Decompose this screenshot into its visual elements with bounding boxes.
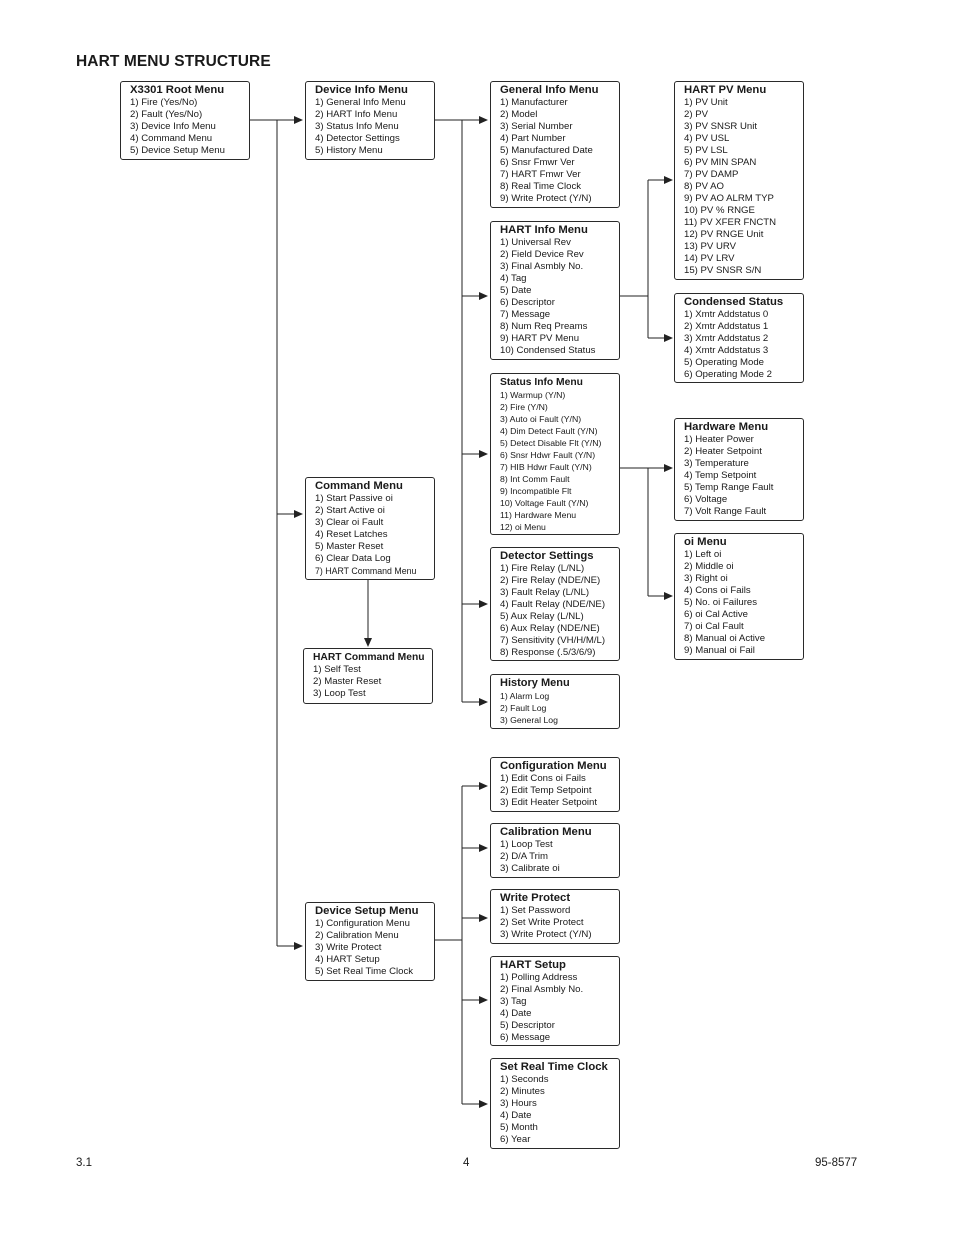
- menu-item: 5) Date: [500, 285, 532, 296]
- menu-item: 2) Start Active oi: [315, 505, 385, 516]
- menu-items: [500, 839, 619, 875]
- menu-items: [313, 664, 432, 700]
- menu-item: 2) Fault (Yes/No): [130, 109, 203, 120]
- menu-item: 3) Hours: [500, 1098, 537, 1109]
- menu-box-oi: [674, 533, 804, 660]
- menu-item: 4) Date: [500, 1110, 532, 1121]
- menu-items: [684, 97, 803, 277]
- menu-item: 7) oi Cal Fault: [684, 621, 744, 632]
- menu-item: 1) Set Password: [500, 905, 571, 916]
- menu-item: 8) Num Req Preams: [500, 321, 588, 332]
- menu-item: 10) PV % RNGE: [684, 205, 755, 216]
- menu-item: 3) Edit Heater Setpoint: [500, 797, 598, 808]
- menu-item: 6) Message: [500, 1032, 551, 1043]
- footer-document-number: 95-8577: [815, 1157, 858, 1169]
- menu-items: [500, 389, 619, 533]
- menu-item: 5) Operating Mode: [684, 357, 764, 368]
- menu-item: 10) Voltage Fault (Y/N): [500, 498, 589, 508]
- menu-title: General Info Menu: [500, 84, 599, 96]
- menu-items: [684, 549, 803, 657]
- menu-item: 4) Part Number: [500, 133, 566, 144]
- menu-item: 5) History Menu: [315, 145, 383, 156]
- menu-items: [315, 97, 434, 157]
- menu-item: 1) Polling Address: [500, 972, 578, 983]
- menu-item: 3) Loop Test: [313, 688, 366, 699]
- menu-item: 12) PV RNGE Unit: [684, 229, 764, 240]
- menu-item: 4) Temp Setpoint: [684, 470, 757, 481]
- menu-item: 6) Year: [500, 1134, 531, 1145]
- menu-box-general-info: [490, 81, 620, 208]
- menu-item: 1) Xmtr Addstatus 0: [684, 309, 769, 320]
- footer-section-number: 3.1: [76, 1157, 92, 1169]
- menu-box-hardware: [674, 418, 804, 521]
- menu-items: [500, 563, 619, 659]
- menu-item: 10) Condensed Status: [500, 345, 596, 356]
- menu-item: 4) Date: [500, 1008, 532, 1019]
- menu-items: [500, 972, 619, 1044]
- menu-item: 3) Auto oi Fault (Y/N): [500, 414, 582, 424]
- menu-item: 6) Snsr Fmwr Ver: [500, 157, 575, 168]
- menu-item: 2) HART Info Menu: [315, 109, 398, 120]
- menu-item: 7) HART Fmwr Ver: [500, 169, 581, 180]
- menu-box-condensed-status: [674, 293, 804, 383]
- menu-item: 2) Master Reset: [313, 676, 382, 687]
- menu-item: 5) Descriptor: [500, 1020, 555, 1031]
- menu-item: 2) Field Device Rev: [500, 249, 584, 260]
- menu-item: 3) Calibrate oi: [500, 863, 560, 874]
- menu-item: 4) Xmtr Addstatus 3: [684, 345, 769, 356]
- menu-item: 2) Fire Relay (NDE/NE): [500, 575, 601, 586]
- menu-item: 1) General Info Menu: [315, 97, 406, 108]
- menu-item: 5) Manufactured Date: [500, 145, 593, 156]
- menu-item: 1) Heater Power: [684, 434, 754, 445]
- menu-item: 1) Fire (Yes/No): [130, 97, 198, 108]
- menu-item: 8) PV AO: [684, 181, 724, 192]
- menu-item: 2) D/A Trim: [500, 851, 548, 862]
- menu-item: 3) Status Info Menu: [315, 121, 399, 132]
- menu-item: 6) Aux Relay (NDE/NE): [500, 623, 600, 634]
- menu-item: 5) Aux Relay (L/NL): [500, 611, 584, 622]
- menu-item: 2) Heater Setpoint: [684, 446, 762, 457]
- menu-item: 3) Device Info Menu: [130, 121, 216, 132]
- menu-item: 5) No. oi Failures: [684, 597, 758, 608]
- menu-items: [130, 97, 249, 157]
- menu-item: 3) Tag: [500, 996, 527, 1007]
- menu-box-command: [305, 477, 435, 580]
- footer-page-number: 4: [463, 1157, 470, 1169]
- menu-item: 2) Set Write Protect: [500, 917, 584, 928]
- menu-items: [500, 237, 619, 357]
- menu-item: 7) HIB Hdwr Fault (Y/N): [500, 462, 592, 472]
- menu-title: History Menu: [500, 677, 570, 689]
- menu-title: Configuration Menu: [500, 760, 607, 772]
- menu-item: 9) Manual oi Fail: [684, 645, 755, 656]
- menu-title: Condensed Status: [684, 296, 784, 308]
- menu-title: Write Protect: [500, 892, 571, 904]
- menu-item: 9) HART PV Menu: [500, 333, 580, 344]
- menu-item: 5) Master Reset: [315, 541, 384, 552]
- menu-item: 3) Fault Relay (L/NL): [500, 587, 590, 598]
- menu-item: 14) PV LRV: [684, 253, 735, 264]
- menu-item: 4) Reset Latches: [315, 529, 388, 540]
- menu-items: [500, 905, 619, 941]
- menu-item: 7) Message: [500, 309, 551, 320]
- menu-item: 8) Manual oi Active: [684, 633, 766, 644]
- menu-item: 4) Dim Detect Fault (Y/N): [500, 426, 598, 436]
- menu-title: Calibration Menu: [500, 826, 592, 838]
- menu-item: 3) Final Asmbly No.: [500, 261, 584, 272]
- menu-item: 1) Seconds: [500, 1074, 549, 1085]
- menu-item: 3) Xmtr Addstatus 2: [684, 333, 769, 344]
- menu-item: 6) oi Cal Active: [684, 609, 748, 620]
- menu-item: 2) Xmtr Addstatus 1: [684, 321, 769, 332]
- menu-item: 4) PV USL: [684, 133, 730, 144]
- menu-items: [500, 690, 619, 726]
- menu-item: 5) Device Setup Menu: [130, 145, 225, 156]
- menu-item: 15) PV SNSR S/N: [684, 265, 762, 276]
- menu-title: HART Command Menu: [313, 652, 425, 663]
- menu-item: 6) PV MIN SPAN: [684, 157, 757, 168]
- menu-item: 4) Cons oi Fails: [684, 585, 751, 596]
- menu-item: 5) Set Real Time Clock: [315, 966, 414, 977]
- menu-item: 13) PV URV: [684, 241, 737, 252]
- menu-item: 6) Operating Mode 2: [684, 369, 772, 380]
- menu-box-hart-command: [303, 648, 433, 704]
- menu-item: 8) Int Comm Fault: [500, 474, 570, 484]
- menu-box-device-info: [305, 81, 435, 160]
- menu-item: 4) Detector Settings: [315, 133, 400, 144]
- page-title: HART MENU STRUCTURE: [76, 53, 271, 70]
- menu-item: 5) Temp Range Fault: [684, 482, 774, 493]
- menu-items: [684, 434, 803, 518]
- menu-item: 11) PV XFER FNCTN: [684, 217, 777, 228]
- menu-item: 3) General Log: [500, 715, 558, 725]
- menu-title: HART Setup: [500, 959, 566, 971]
- menu-item: 2) Model: [500, 109, 538, 120]
- menu-item: 2) Fault Log: [500, 703, 547, 713]
- menu-item: 9) Incompatible Flt: [500, 486, 572, 496]
- menu-item: 2) Calibration Menu: [315, 930, 399, 941]
- menu-title: HART PV Menu: [684, 84, 767, 96]
- menu-items: [500, 97, 619, 205]
- menu-box-root: [120, 81, 250, 160]
- menu-item: 3) Right oi: [684, 573, 728, 584]
- menu-title: X3301 Root Menu: [130, 84, 225, 96]
- menu-box-configuration: [490, 757, 620, 812]
- menu-item: 1) Self Test: [313, 664, 361, 675]
- menu-box-set-real-time-clock: [490, 1058, 620, 1149]
- menu-box-detector-settings: [490, 547, 620, 661]
- menu-title: Command Menu: [315, 480, 403, 492]
- menu-item: 1) Manufacturer: [500, 97, 568, 108]
- menu-title: Device Info Menu: [315, 84, 408, 96]
- menu-item: 2) PV: [684, 109, 708, 120]
- menu-box-hart-setup: [490, 956, 620, 1046]
- menu-item: 3) PV SNSR Unit: [684, 121, 758, 132]
- menu-item: 4) Fault Relay (NDE/NE): [500, 599, 606, 610]
- menu-item: 2) Minutes: [500, 1086, 545, 1097]
- menu-item: 3) Write Protect: [315, 942, 382, 953]
- menu-item: 5) Month: [500, 1122, 538, 1133]
- menu-item: 7) Sensitivity (VH/H/M/L): [500, 635, 606, 646]
- menu-item: 12) oi Menu: [500, 522, 546, 532]
- menu-items: [684, 309, 803, 381]
- menu-box-history: [490, 674, 620, 729]
- menu-item: 5) PV LSL: [684, 145, 728, 156]
- menu-item: 11) Hardware Menu: [500, 510, 577, 520]
- menu-item: 1) Alarm Log: [500, 691, 550, 701]
- menu-box-hart-info: [490, 221, 620, 360]
- menu-item: 9) Write Protect (Y/N): [500, 193, 592, 204]
- menu-item: 2) Final Asmbly No.: [500, 984, 584, 995]
- menu-item: 1) Start Passive oi: [315, 493, 393, 504]
- menu-item: 3) Write Protect (Y/N): [500, 929, 592, 940]
- menu-title: Detector Settings: [500, 550, 594, 562]
- menu-item: 8) Response (.5/3/6/9): [500, 647, 596, 658]
- menu-title: Hardware Menu: [684, 421, 769, 433]
- menu-items: [315, 918, 434, 978]
- menu-item: 1) Universal Rev: [500, 237, 571, 248]
- menu-item: 7) Volt Range Fault: [684, 506, 767, 517]
- menu-items: [315, 493, 434, 577]
- menu-item: 3) Serial Number: [500, 121, 573, 132]
- menu-item: 6) Voltage: [684, 494, 728, 505]
- menu-title: Status Info Menu: [500, 377, 583, 388]
- menu-item: 4) Tag: [500, 273, 527, 284]
- menu-item: 8) Real Time Clock: [500, 181, 582, 192]
- menu-item: 6) Clear Data Log: [315, 553, 391, 564]
- menu-box-status-info: [490, 373, 620, 535]
- menu-item: 6) Snsr Hdwr Fault (Y/N): [500, 450, 596, 460]
- menu-item: 2) Middle oi: [684, 561, 734, 572]
- menu-items: [500, 1074, 619, 1146]
- menu-item: 7) HART Command Menu: [315, 566, 417, 576]
- menu-item: 1) Edit Cons oi Fails: [500, 773, 586, 784]
- menu-item: 2) Fire (Y/N): [500, 402, 548, 412]
- menu-item: 2) Edit Temp Setpoint: [500, 785, 592, 796]
- menu-title: Set Real Time Clock: [500, 1061, 608, 1073]
- menu-title: HART Info Menu: [500, 224, 588, 236]
- menu-item: 7) PV DAMP: [684, 169, 739, 180]
- menu-item: 1) Warmup (Y/N): [500, 390, 566, 400]
- menu-item: 1) Loop Test: [500, 839, 553, 850]
- menu-item: 4) Command Menu: [130, 133, 213, 144]
- menu-item: 1) Left oi: [684, 549, 722, 560]
- menu-item: 5) Detect Disable Flt (Y/N): [500, 438, 602, 448]
- menu-item: 6) Descriptor: [500, 297, 555, 308]
- menu-item: 4) HART Setup: [315, 954, 380, 965]
- menu-box-hart-pv: [674, 81, 804, 280]
- menu-item: 1) Configuration Menu: [315, 918, 410, 929]
- menu-title: Device Setup Menu: [315, 905, 419, 917]
- menu-box-device-setup: [305, 902, 435, 981]
- menu-box-calibration: [490, 823, 620, 878]
- menu-item: 3) Clear oi Fault: [315, 517, 384, 528]
- menu-item: 3) Temperature: [684, 458, 749, 469]
- menu-item: 1) PV Unit: [684, 97, 728, 108]
- menu-items: [500, 773, 619, 809]
- menu-item: 9) PV AO ALRM TYP: [684, 193, 774, 204]
- menu-item: 1) Fire Relay (L/NL): [500, 563, 585, 574]
- menu-box-write-protect: [490, 889, 620, 944]
- menu-title: oi Menu: [684, 536, 727, 548]
